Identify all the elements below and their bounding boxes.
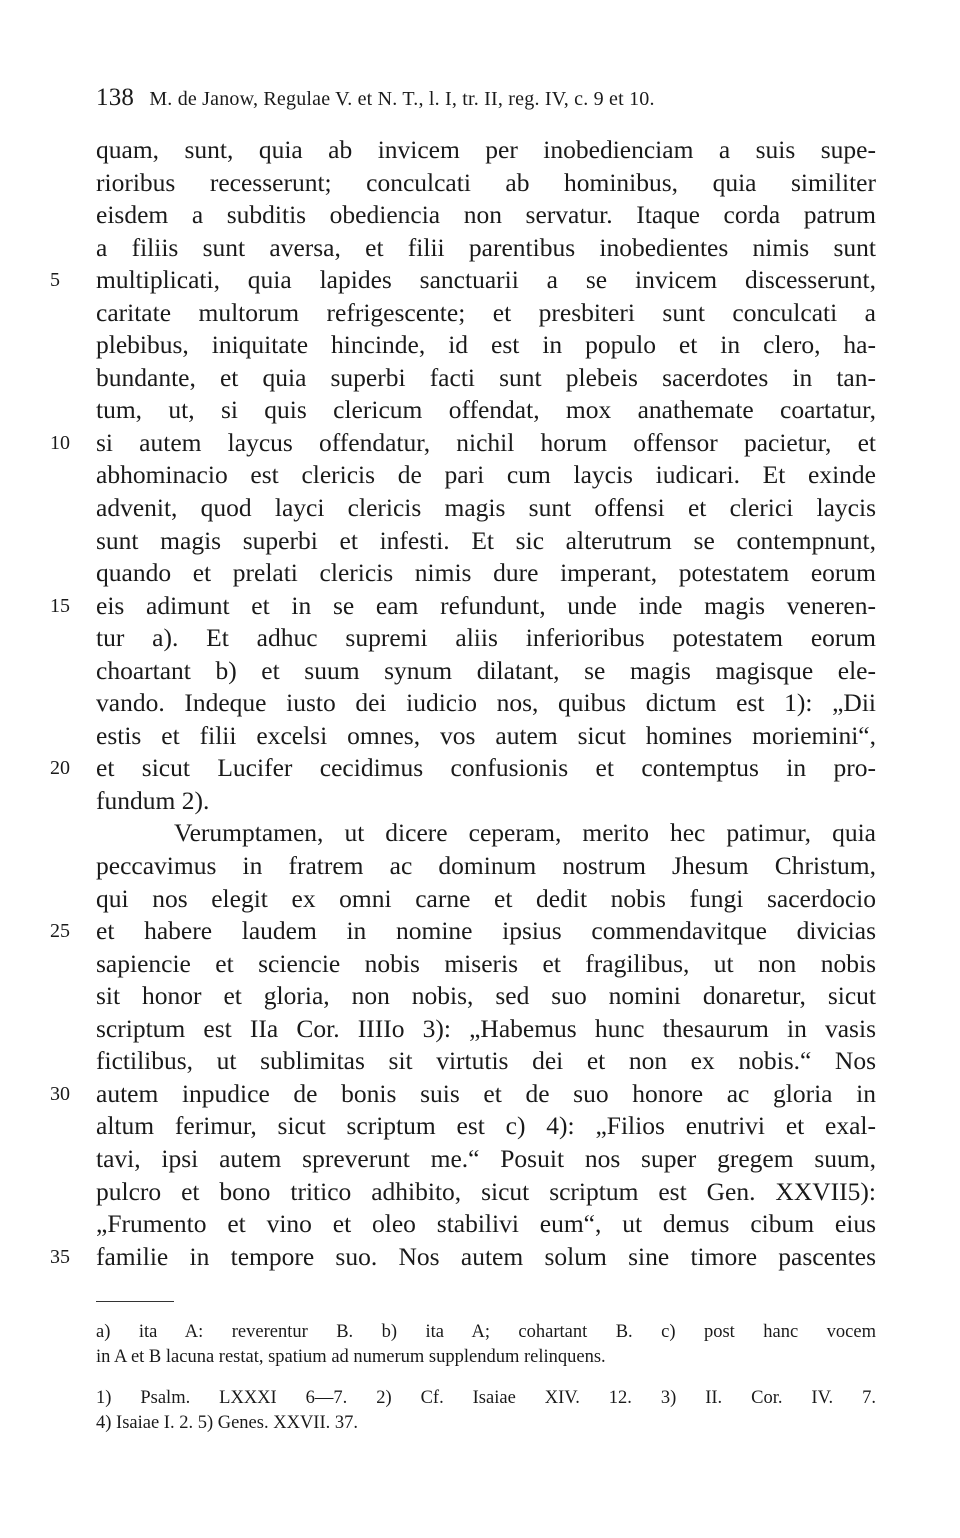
line-text: eis adimunt et in se eam refundunt, unde inde magis veneren- [96, 590, 876, 620]
running-title: M. de Janow, Regulae V. et N. T., l. I, tr. II, reg. IV, c. 9 et 10. [149, 88, 655, 110]
text-line [96, 525, 876, 558]
text-line [96, 459, 876, 492]
text-line [96, 134, 876, 167]
text-line [96, 1110, 876, 1143]
line-number: 30 [50, 1082, 70, 1105]
line-text: autem inpudice de bonis suis et de suo honore ac gloria in [96, 1078, 876, 1108]
text-line [96, 1143, 876, 1176]
text-line [96, 232, 876, 265]
line-text: multiplicati, quia lapides sanctuarii a se invicem discesserunt, [96, 265, 876, 295]
line-text: familie in tempore suo. Nos autem solum sine timore pascentes [96, 1241, 876, 1271]
line-number: 5 [50, 269, 60, 292]
text-line [96, 720, 876, 753]
text-line [96, 167, 876, 200]
text-line [96, 687, 876, 720]
line-text: fundum 2). [96, 785, 210, 815]
line-text: quam, sunt, quia ab invicem per inobedienciam a suis supe- [96, 135, 876, 164]
text-line [50, 1241, 876, 1274]
text-line [96, 329, 876, 362]
text-line [50, 264, 876, 297]
text-line [96, 492, 876, 525]
line-text: et sicut Lucifer cecidimus confusionis et contemptus in pro- [96, 753, 876, 783]
line-text: plebibus, iniquitate hincinde, id est in populo et in clero, ha- [96, 330, 876, 360]
line-number: 25 [50, 920, 70, 943]
text-line [96, 362, 876, 395]
text-line [96, 1013, 876, 1046]
line-text: bundante, et quia superbi facti sunt plebeis sacerdotes in tan- [96, 362, 876, 392]
text-line [50, 1078, 876, 1111]
footnote-rule [96, 1301, 174, 1302]
line-number: 35 [50, 1245, 70, 1268]
text-line [96, 1045, 876, 1078]
text-line [96, 297, 876, 330]
line-text: a filiis sunt aversa, et filii parentibus inobedientes nimis sunt [96, 232, 876, 262]
line-text: caritate multorum refrigescente; et presbiteri sunt conculcati a [96, 297, 876, 327]
text-line [96, 655, 876, 688]
line-number: 15 [50, 594, 70, 617]
line-text: scriptum est IIa Cor. IIIIo 3): „Habemus hunc thesaurum in vasis [96, 1013, 876, 1043]
line-text: sunt magis superbi et infesti. Et sic alterutrum se contempnunt, [96, 525, 876, 555]
line-text: peccavimus in fratrem ac dominum nostrum Jhesum Christum, [96, 851, 876, 881]
text-line [50, 590, 876, 623]
footnote-apparatus-line-2: in A et B lacuna restat, spatium ad numerum supplendum relinquens. [96, 1347, 606, 1367]
text-line [96, 817, 876, 850]
line-text: et habere laudem in nomine ipsius commendavitque divicias [96, 916, 876, 946]
line-text: estis et filii excelsi omnes, vos autem sicut homines moriemini“, [96, 720, 876, 750]
text-line [96, 394, 876, 427]
main-text [50, 134, 876, 1273]
text-line [96, 883, 876, 916]
line-text: Verumptamen, ut dicere ceperam, merito hec patimur, quia [174, 818, 876, 848]
line-text: qui nos elegit ex omni carne et dedit nobis fungi sacerdocio [96, 883, 876, 913]
line-text: vando. Indeque iusto dei iudicio nos, quibus dictum est 1): „Dii [96, 688, 876, 718]
line-text: choartant b) et suum synum dilatant, se magis magisque ele- [96, 655, 876, 685]
line-text: tur a). Et adhuc supremi aliis inferioribus potestatem eorum [96, 623, 876, 653]
line-text: fictilibus, ut sublimitas sit virtutis dei et non ex nobis.“ Nos [96, 1046, 876, 1076]
text-line [96, 199, 876, 232]
line-text: sapiencie et sciencie nobis miseris et fragilibus, ut non nobis [96, 948, 876, 978]
line-text: pulcro et bono tritico adhibito, sicut scriptum est Gen. XXVII5): [96, 1176, 876, 1206]
line-text: tavi, ipsi autem spreverunt me.“ Posuit nos super gregem suum, [96, 1143, 876, 1173]
running-header [96, 84, 876, 112]
text-line [50, 427, 876, 460]
line-text: abhominacio est clericis de pari cum laycis iudicari. Et exinde [96, 460, 876, 490]
line-text: altum ferimur, sicut scriptum est c) 4): „Filios enutrivi et exal- [96, 1111, 876, 1141]
text-line [50, 915, 876, 948]
page-number: 138 [96, 84, 135, 111]
text-line [96, 1176, 876, 1209]
text-line [96, 1208, 876, 1241]
footnote-apparatus-line-1: a) ita A: reverentur B. b) ita A; cohartant B. c) post hanc vocem [96, 1322, 876, 1342]
footnote-sources-line-1: 1) Psalm. LXXXI 6—7. 2) Cf. Isaiae XIV. 12. 3) II. Cor. IV. 7. [96, 1388, 876, 1408]
text-line [96, 980, 876, 1013]
line-text: „Frumento et vino et oleo stabilivi eum“, ut demus cibum eius [96, 1209, 876, 1239]
text-line [50, 752, 876, 785]
footnote-sources-line-2: 4) Isaiae I. 2. 5) Genes. XXVII. 37. [96, 1413, 358, 1433]
line-text: quando et prelati clericis nimis dure imperant, potestatem eorum [96, 558, 876, 588]
text-line [96, 948, 876, 981]
line-text: eisdem a subditis obediencia non servatur. Itaque corda patrum [96, 200, 876, 230]
line-number: 20 [50, 757, 70, 780]
line-text: rioribus recesserunt; conculcati ab hominibus, quia similiter [96, 167, 876, 197]
line-text: tum, ut, si quis clericum offendat, mox anathemate coartatur, [96, 395, 876, 425]
text-line [96, 622, 876, 655]
text-line [96, 785, 876, 818]
text-line [96, 850, 876, 883]
text-line [96, 557, 876, 590]
line-number: 10 [50, 431, 70, 454]
line-text: si autem laycus offendatur, nichil horum offensor pacietur, et [96, 427, 876, 457]
line-text: advenit, quod layci clericis magis sunt offensi et clerici laycis [96, 493, 876, 523]
line-text: sit honor et gloria, non nobis, sed suo nomini donaretur, sicut [96, 981, 876, 1011]
